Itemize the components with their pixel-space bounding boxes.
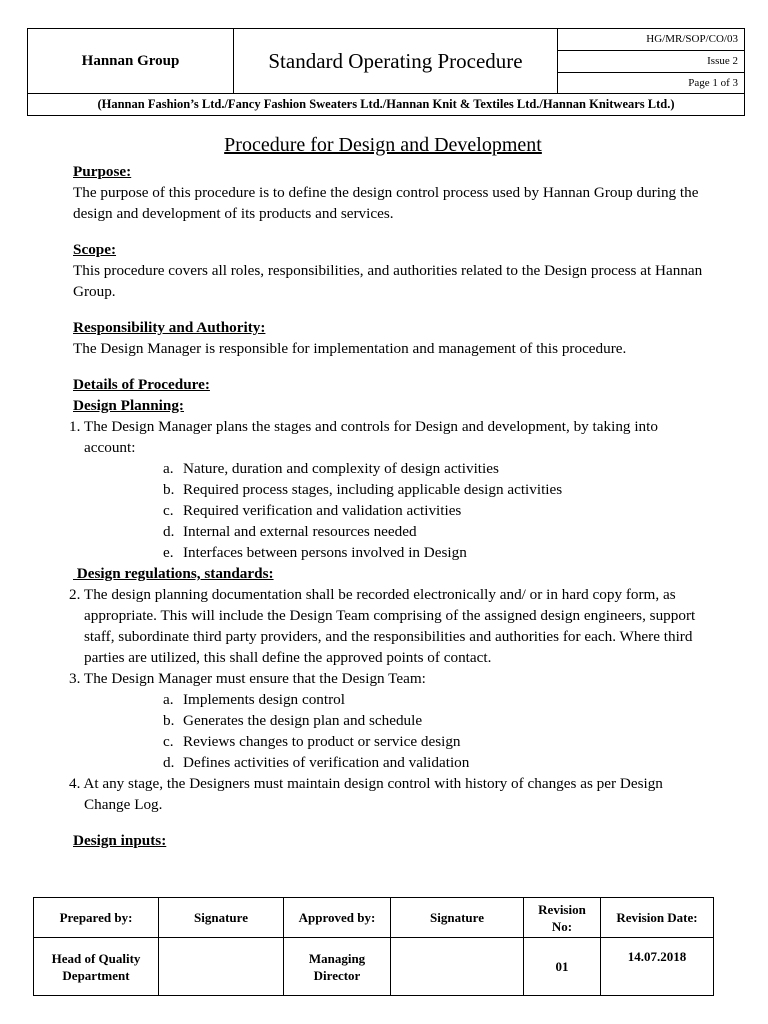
prepared-by-label: Prepared by: [34,898,159,938]
table-row [34,938,714,996]
revision-date-value: 14.07.2018 [601,938,714,996]
design-planning-heading: Design Planning: [73,397,184,414]
document-type: Standard Operating Procedure [234,29,558,93]
responsibility-section [73,317,703,359]
scope-heading: Scope: [73,241,117,258]
details-section [69,374,703,851]
item3-sublist [73,689,703,773]
signature-label: Signature [159,898,284,938]
procedure-item-1: 1. The Design Manager plans the stages and controls for Design and development, by taking into account: [69,418,658,456]
list-item: a. Implements design control [163,691,345,708]
issue-number: Issue 2 [558,50,744,71]
revision-no-value: 01 [524,938,601,996]
prepared-by-value: Head of Quality Department [34,938,159,996]
page-number: Page 1 of 3 [558,72,744,93]
list-item: e. Interfaces between persons involved in Design [163,544,467,561]
purpose-text: The purpose of this procedure is to define the design control process used by Hannan Group during the design and development of its products and services. [73,184,699,222]
purpose-section [73,161,703,224]
purpose-heading: Purpose: [73,163,132,180]
list-item: b. Generates the design plan and schedule [163,712,423,729]
list-item: a. Nature, duration and complexity of design activities [163,460,499,477]
table-row [34,898,714,938]
responsibility-heading: Responsibility and Authority: [73,319,266,336]
procedure-item-3: 3. The Design Manager must ensure that the Design Team: [69,670,426,687]
page-title: Procedure for Design and Development [224,134,542,156]
responsibility-text: The Design Manager is responsible for implementation and management of this procedure. [73,340,627,357]
document-header [27,28,745,116]
subsidiaries-line: (Hannan Fashion’s Ltd./Fancy Fashion Sweaters Ltd./Hannan Knit & Textiles Ltd./Hannan Knitwears Ltd.) [28,93,744,115]
scope-text: This procedure covers all roles, responsibilities, and authorities related to the Design process at Hannan Group. [73,262,703,300]
list-item: c. Required verification and validation activities [163,502,462,519]
procedure-item-2: 2. The design planning documentation shall be recorded electronically and/ or in hard copy form, as appropriate. This will include the Design Team comprising of the assigned design engineers, support staff, subordinate third party providers, and the responsibilities and authorities for each. Where third parties are utilized, this shall define the approved points of contact. [69,586,696,666]
document-body [69,132,703,851]
signature-cell [391,938,524,996]
list-item: c. Reviews changes to product or service design [163,733,461,750]
details-heading: Details of Procedure: [73,376,210,393]
approval-table [33,897,714,996]
approved-by-value: Managing Director [284,938,391,996]
scope-section [73,239,703,302]
item1-sublist [73,458,703,563]
signature-label: Signature [391,898,524,938]
list-item: d. Internal and external resources needed [163,523,417,540]
list-item: b. Required process stages, including applicable design activities [163,481,563,498]
procedure-item-4: 4. At any stage, the Designers must maintain design control with history of changes as per Design Change Log. [69,775,663,813]
design-regulations-heading: Design regulations, standards: [73,565,274,582]
revision-no-label: Revision No: [524,898,601,938]
document-meta [558,29,744,93]
document-code: HG/MR/SOP/CO/03 [646,33,738,45]
revision-date-label: Revision Date: [601,898,714,938]
signature-cell [159,938,284,996]
list-item: d. Defines activities of verification and validation [163,754,470,771]
company-name: Hannan Group [28,29,234,93]
approved-by-label: Approved by: [284,898,391,938]
design-inputs-heading: Design inputs: [73,832,167,849]
